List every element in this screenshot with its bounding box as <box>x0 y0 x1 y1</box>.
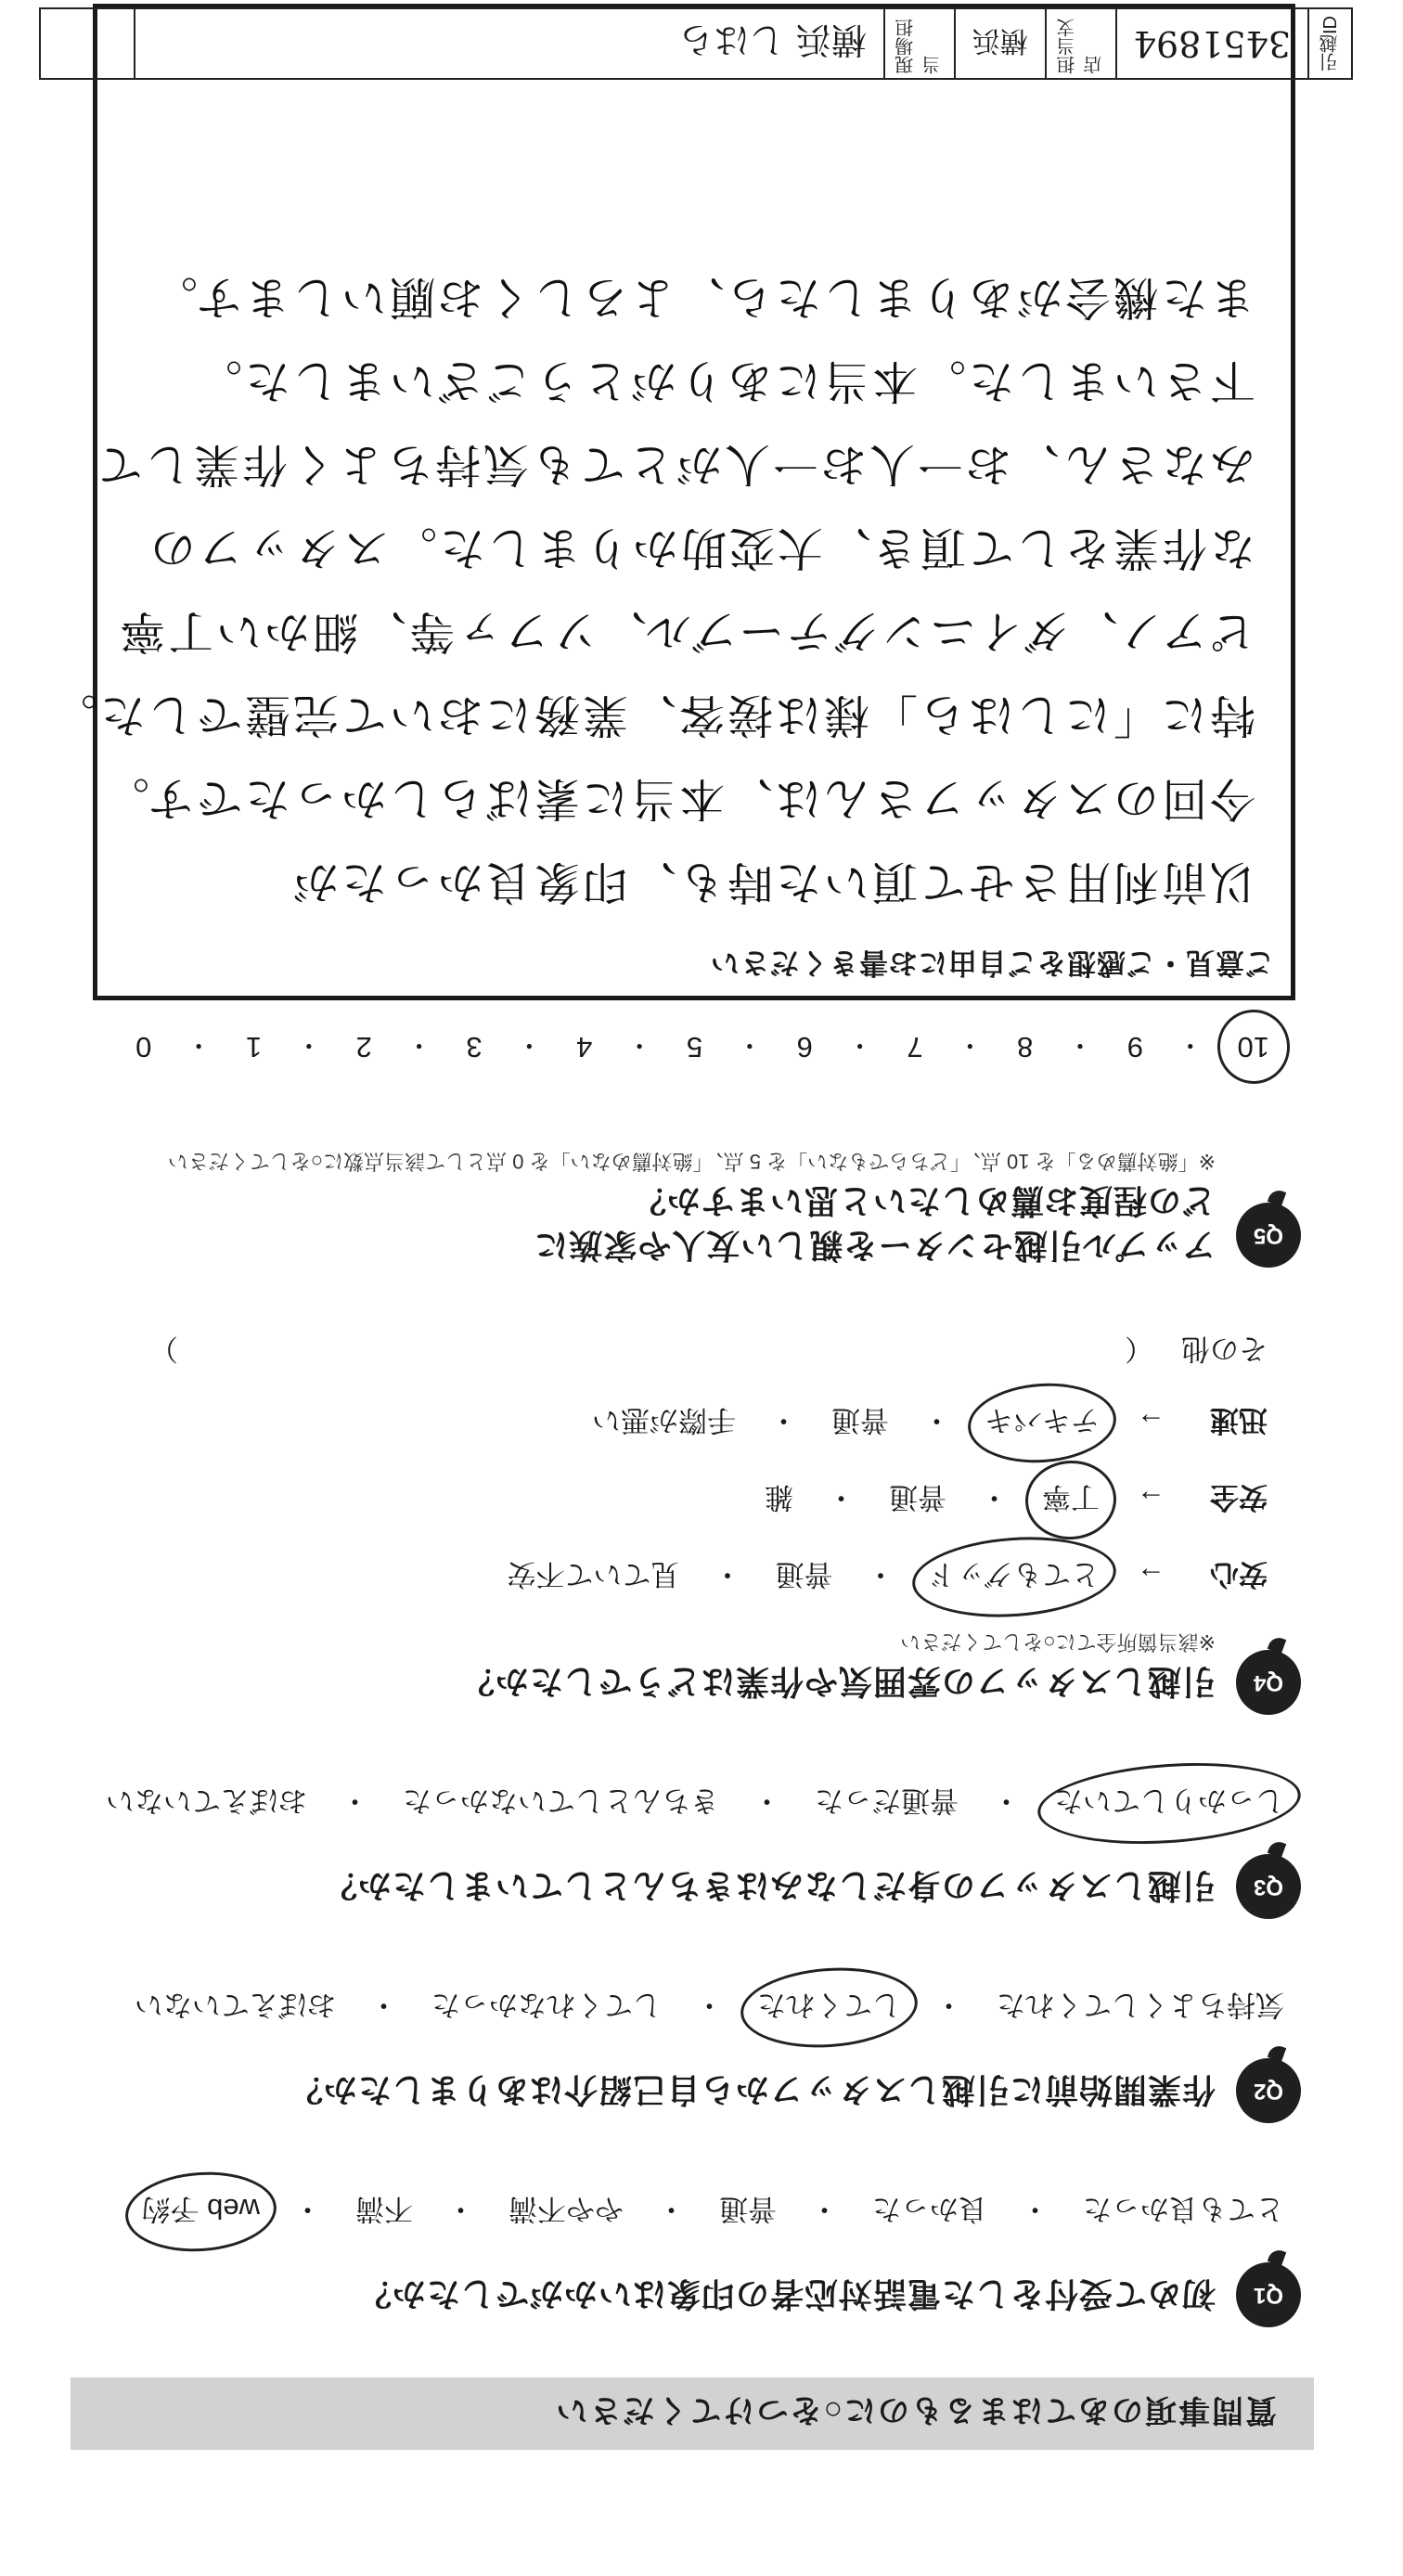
branch-label: 担当支店 <box>1045 9 1115 78</box>
q5-score[interactable]: 8 <box>1017 1031 1034 1063</box>
q4-option[interactable]: 見ていて不安 <box>507 1558 680 1591</box>
q4-badge-icon: Q4 <box>1236 1650 1301 1715</box>
comments-title: ご意見・ご感想をご自由にお書きください <box>710 947 1274 979</box>
q4-option-selected[interactable]: テキパキ <box>975 1397 1109 1449</box>
q1-option[interactable]: とても良かった <box>1083 2193 1284 2225</box>
q2-options: 気持ちよくしてくれた ・ してくれた ・ してくれなかった ・ おぼえていない <box>58 1981 1294 2034</box>
comment-line: ピアノ、ダイニングテーブル、ソファ等、細かい丁寧 <box>117 605 1255 658</box>
q1-option[interactable]: 普通 <box>719 2193 777 2225</box>
q4-other-field[interactable] <box>178 1331 1125 1372</box>
q1-options: とても良かった ・ 良かった ・ 普通 ・ やや不満 ・ 不満 ・ web 予約 <box>58 2185 1294 2238</box>
q4-row-label: 迅速 <box>1210 1404 1268 1436</box>
q2-option-selected[interactable]: してくれた <box>748 1981 910 2034</box>
q4-option-selected[interactable]: 丁寧 <box>1033 1474 1109 1526</box>
q5-badge-icon: Q5 <box>1236 1203 1301 1268</box>
comments-handwriting <box>48 255 1255 923</box>
move-id-label: 引越ID <box>1307 9 1351 78</box>
comment-line: 特に「にしはら」様は接客、業務において完璧でした。 <box>48 689 1255 741</box>
q1-option-selected[interactable]: web 予約 <box>133 2185 269 2238</box>
q1-option[interactable]: 良かった <box>872 2193 987 2225</box>
q5-score[interactable]: 2 <box>355 1031 372 1063</box>
q4-row-anshin: 安心 → とてもグッド ・ 普通 ・ 見ていて不安 <box>58 1551 1268 1604</box>
q3-option[interactable]: おぼえていない <box>106 1784 307 1817</box>
branch-value: 横浜 <box>954 9 1045 78</box>
q4-option[interactable]: 手際が悪い <box>592 1404 736 1436</box>
q3-option[interactable]: きちんとしていなかった <box>403 1784 719 1817</box>
q3-option[interactable]: 普通だった <box>815 1784 959 1817</box>
instruction-banner <box>71 2377 1314 2450</box>
q4-text: 引越しスタッフの雰囲気や作業はどうでしたか？ <box>459 1663 1216 1701</box>
q5-score[interactable]: 0 <box>135 1031 152 1063</box>
question-3 <box>58 1777 1301 1919</box>
q4-other-label: その他 <box>1181 1333 1268 1365</box>
comment-line: 以前利用させて頂いた時も、印象良かったが <box>290 856 1255 908</box>
q4-option[interactable]: 普通 <box>775 1558 833 1591</box>
arrow-right-icon: → <box>1137 1407 1165 1440</box>
site-leader-label: 現場担当 <box>883 9 954 78</box>
q1-option[interactable]: 不満 <box>355 2193 413 2225</box>
q2-option[interactable]: おぼえていない <box>135 1989 336 2021</box>
q4-note: ※該当箇所全てに○をしてください <box>900 1630 1216 1654</box>
q2-text: 作業開始前に引越しスタッフから自己紹介はありましたか？ <box>288 2071 1216 2109</box>
q3-options: しっかりしていた ・ 普通だった ・ きちんとしていなかった ・ おぼえていない <box>58 1777 1294 1830</box>
q5-text-line1: アップル引越センターを親しい友人や家族に <box>534 1227 1216 1265</box>
q4-option[interactable]: 雑 <box>765 1481 793 1513</box>
q2-badge-icon: Q2 <box>1236 2058 1301 2123</box>
q4-row-label: 安心 <box>1210 1558 1268 1591</box>
instruction-text: 質問事項のあてはまるものに○をつけてください <box>554 2392 1277 2428</box>
q5-score[interactable]: 6 <box>796 1031 813 1063</box>
q3-badge-icon: Q3 <box>1236 1854 1301 1919</box>
comment-line: みなさん、お一人お一人がとても気持ちよく作業して <box>95 438 1255 491</box>
q3-option-selected[interactable]: しっかりしていた <box>1045 1777 1294 1830</box>
comment-line: な作業をして頂き、大変助かりました。スタッフの <box>147 522 1255 574</box>
q5-score[interactable]: 5 <box>686 1031 703 1063</box>
q2-option[interactable]: 気持ちよくしてくれた <box>997 1989 1284 2021</box>
q5-note: ※「絶対薦める」を 10 点、「どちらでもない」を 5 点、「絶対薦めない」を 0 点として該当点数に○をしてください <box>167 1150 1216 1173</box>
q4-row-jinsoku: 迅速 → テキパキ ・ 普通 ・ 手際が悪い <box>58 1397 1268 1449</box>
q5-score[interactable]: 1 <box>245 1031 263 1063</box>
q5-score-selected[interactable]: 10 <box>1225 1023 1282 1071</box>
q4-option[interactable]: 普通 <box>889 1481 946 1513</box>
q1-badge-icon: Q1 <box>1236 2262 1301 2327</box>
q1-option[interactable]: やや不満 <box>508 2193 624 2225</box>
site-leader-value: 横浜 しはら <box>134 9 883 78</box>
question-4 <box>58 1331 1301 1715</box>
comment-line: 今回のスタッフさんは、本当に素ばらしかったです。 <box>100 772 1255 825</box>
question-2 <box>58 1981 1301 2123</box>
q4-row-anzen: 安全 → 丁寧 ・ 普通 ・ 雑 <box>58 1474 1268 1526</box>
q5-score[interactable]: 4 <box>576 1031 593 1063</box>
q5-score[interactable]: 3 <box>466 1031 483 1063</box>
q5-score[interactable]: 9 <box>1126 1031 1144 1063</box>
move-id-value: 3451894 <box>1115 9 1307 78</box>
q5-score-scale: 10 ・ 9 ・ 8 ・ 7 ・ 6 ・ 5 ・ 4 ・ 3 ・ 2 ・ 1 ・ 0 <box>122 1023 1282 1071</box>
staff-info-table <box>39 7 1353 80</box>
footer-blank-cell <box>41 9 134 78</box>
q3-text: 引越しスタッフの身だしなみはきちんとしていましたか？ <box>322 1867 1216 1905</box>
arrow-right-icon: → <box>1137 1561 1165 1594</box>
comments-box[interactable] <box>48 4 1295 1000</box>
arrow-right-icon: → <box>1137 1484 1165 1517</box>
q2-option[interactable]: してくれなかった <box>431 1989 662 2021</box>
question-5 <box>58 1147 1301 1268</box>
comment-line: 下さいました。本当にありがとうございました。 <box>193 354 1255 407</box>
q4-option[interactable]: 普通 <box>831 1404 889 1436</box>
q4-row-label: 安全 <box>1210 1481 1268 1513</box>
q4-option-selected[interactable]: とてもグッド <box>920 1551 1109 1604</box>
q4-other: その他 （ ） <box>58 1331 1268 1372</box>
q1-text: 初めて受付をした電話対応者の印象はいかがでしたか？ <box>356 2275 1216 2313</box>
comment-line: また機会がありましたら、よろしくお願いします。 <box>148 271 1255 324</box>
question-1 <box>58 2185 1301 2327</box>
q5-score[interactable]: 7 <box>907 1031 923 1063</box>
q5-text-line2: どの程度お薦めしたいと思いますか？ <box>631 1182 1216 1220</box>
